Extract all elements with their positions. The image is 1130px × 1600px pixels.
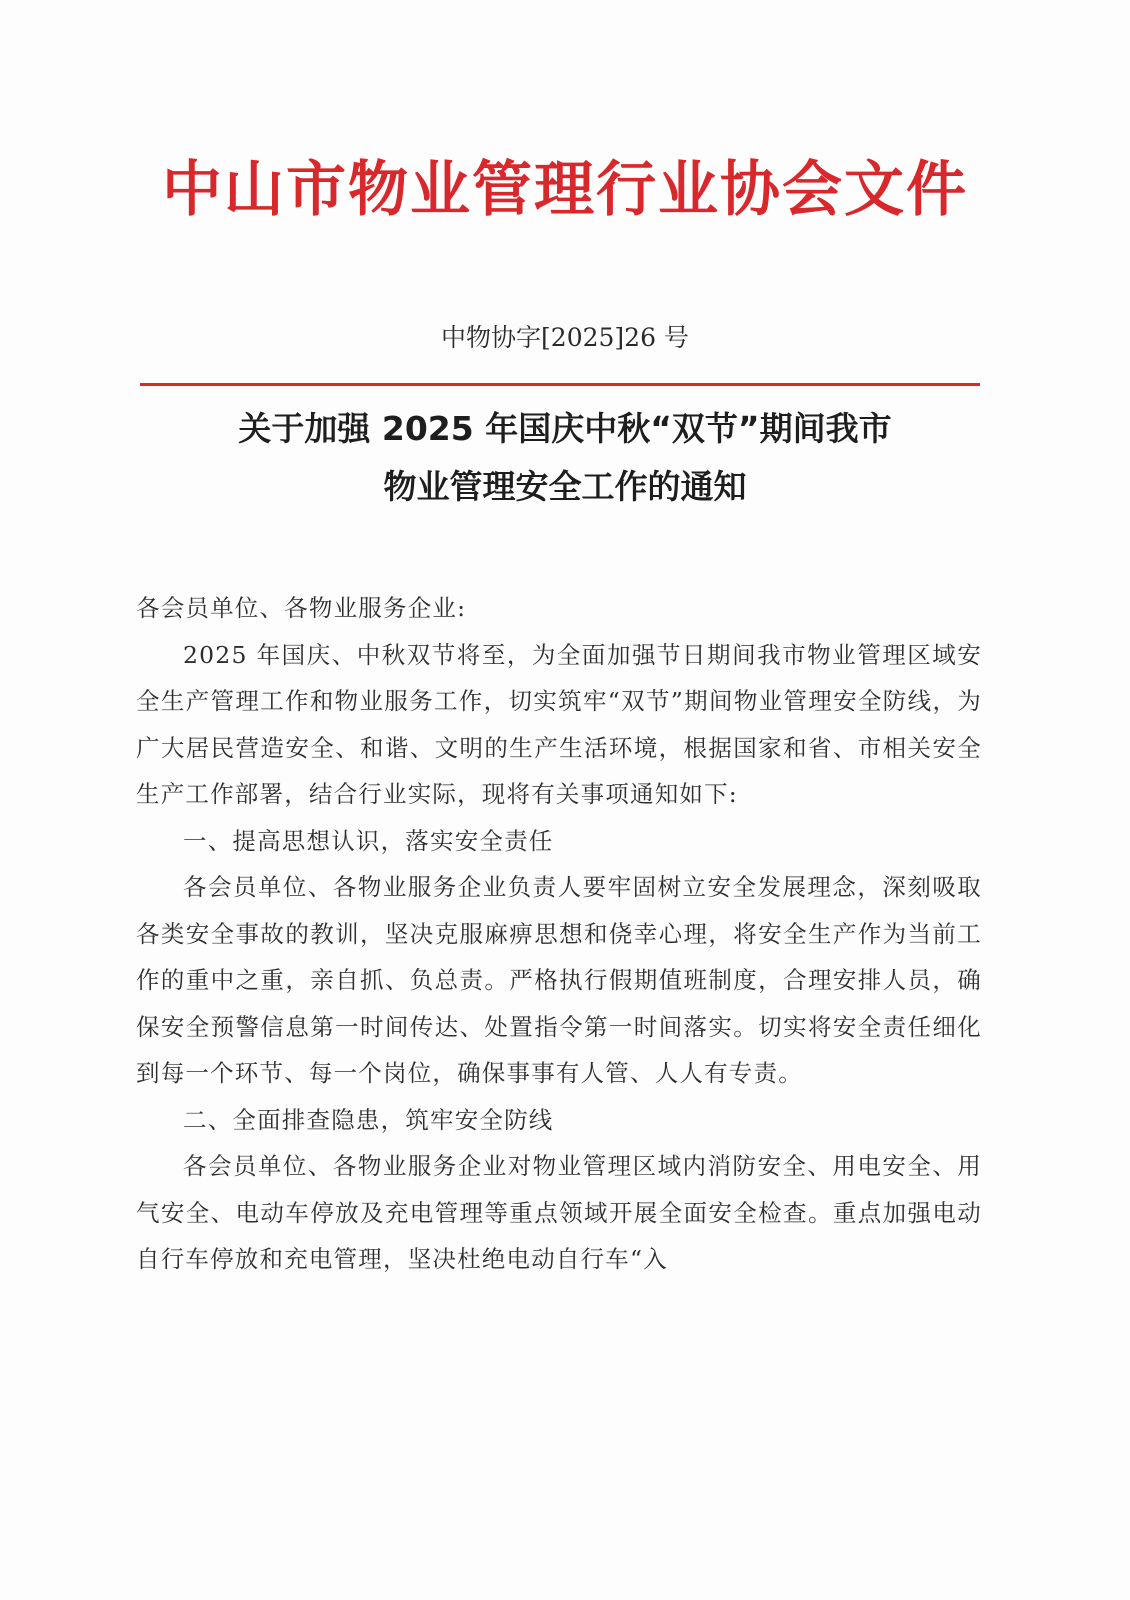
salutation: 各会员单位、各物业服务企业:	[136, 594, 467, 622]
document-title	[100, 400, 1030, 516]
org-masthead: 中山市物业管理行业协会文件	[162, 155, 968, 225]
red-divider-line	[140, 383, 980, 386]
section-2-paragraph: 各会员单位、各物业服务企业对物业管理区域内消防安全、用电安全、用气安全、电动车停放及充电管理等重点领域开展全面安全检查。重点加强电动自行车停放和充电管理，坚决杜绝电动自行车“入	[136, 1152, 982, 1273]
section-2-heading: 二、全面排查隐患，筑牢安全防线	[183, 1105, 554, 1134]
section-1-heading: 一、提高思想认识，落实安全责任	[183, 826, 554, 855]
section-1-paragraph: 各会员单位、各物业服务企业负责人要牢固树立安全发展理念，深刻吸取各类安全事故的教训，坚决克服麻痹思想和侥幸心理，将安全生产作为当前工作的重中之重，亲自抓、负总责。严格执行假期值班制度，合理安排人员，确保安全预警信息第一时间传达、处置指令第一时间落实。切实将安全责任细化到每一个环节、每一个岗位，确保事事有人管、人人有专责。	[136, 873, 982, 1087]
title-line-2: 物业管理安全工作的通知	[383, 467, 747, 506]
intro-paragraph: 2025 年国庆、中秋双节将至，为全面加强节日期间我市物业管理区域安全生产管理工作和物业服务工作，切实筑牢“双节”期间物业管理安全防线，为广大居民营造安全、和谐、文明的生产生活环境，根据国家和省、市相关安全生产工作部署，结合行业实际，现将有关事项通知如下:	[136, 640, 982, 808]
title-line-1: 关于加强 2025 年国庆中秋“双节”期间我市	[238, 409, 892, 448]
document-body	[136, 585, 982, 1283]
document-number: 中物协字[2025]26 号	[441, 323, 689, 352]
